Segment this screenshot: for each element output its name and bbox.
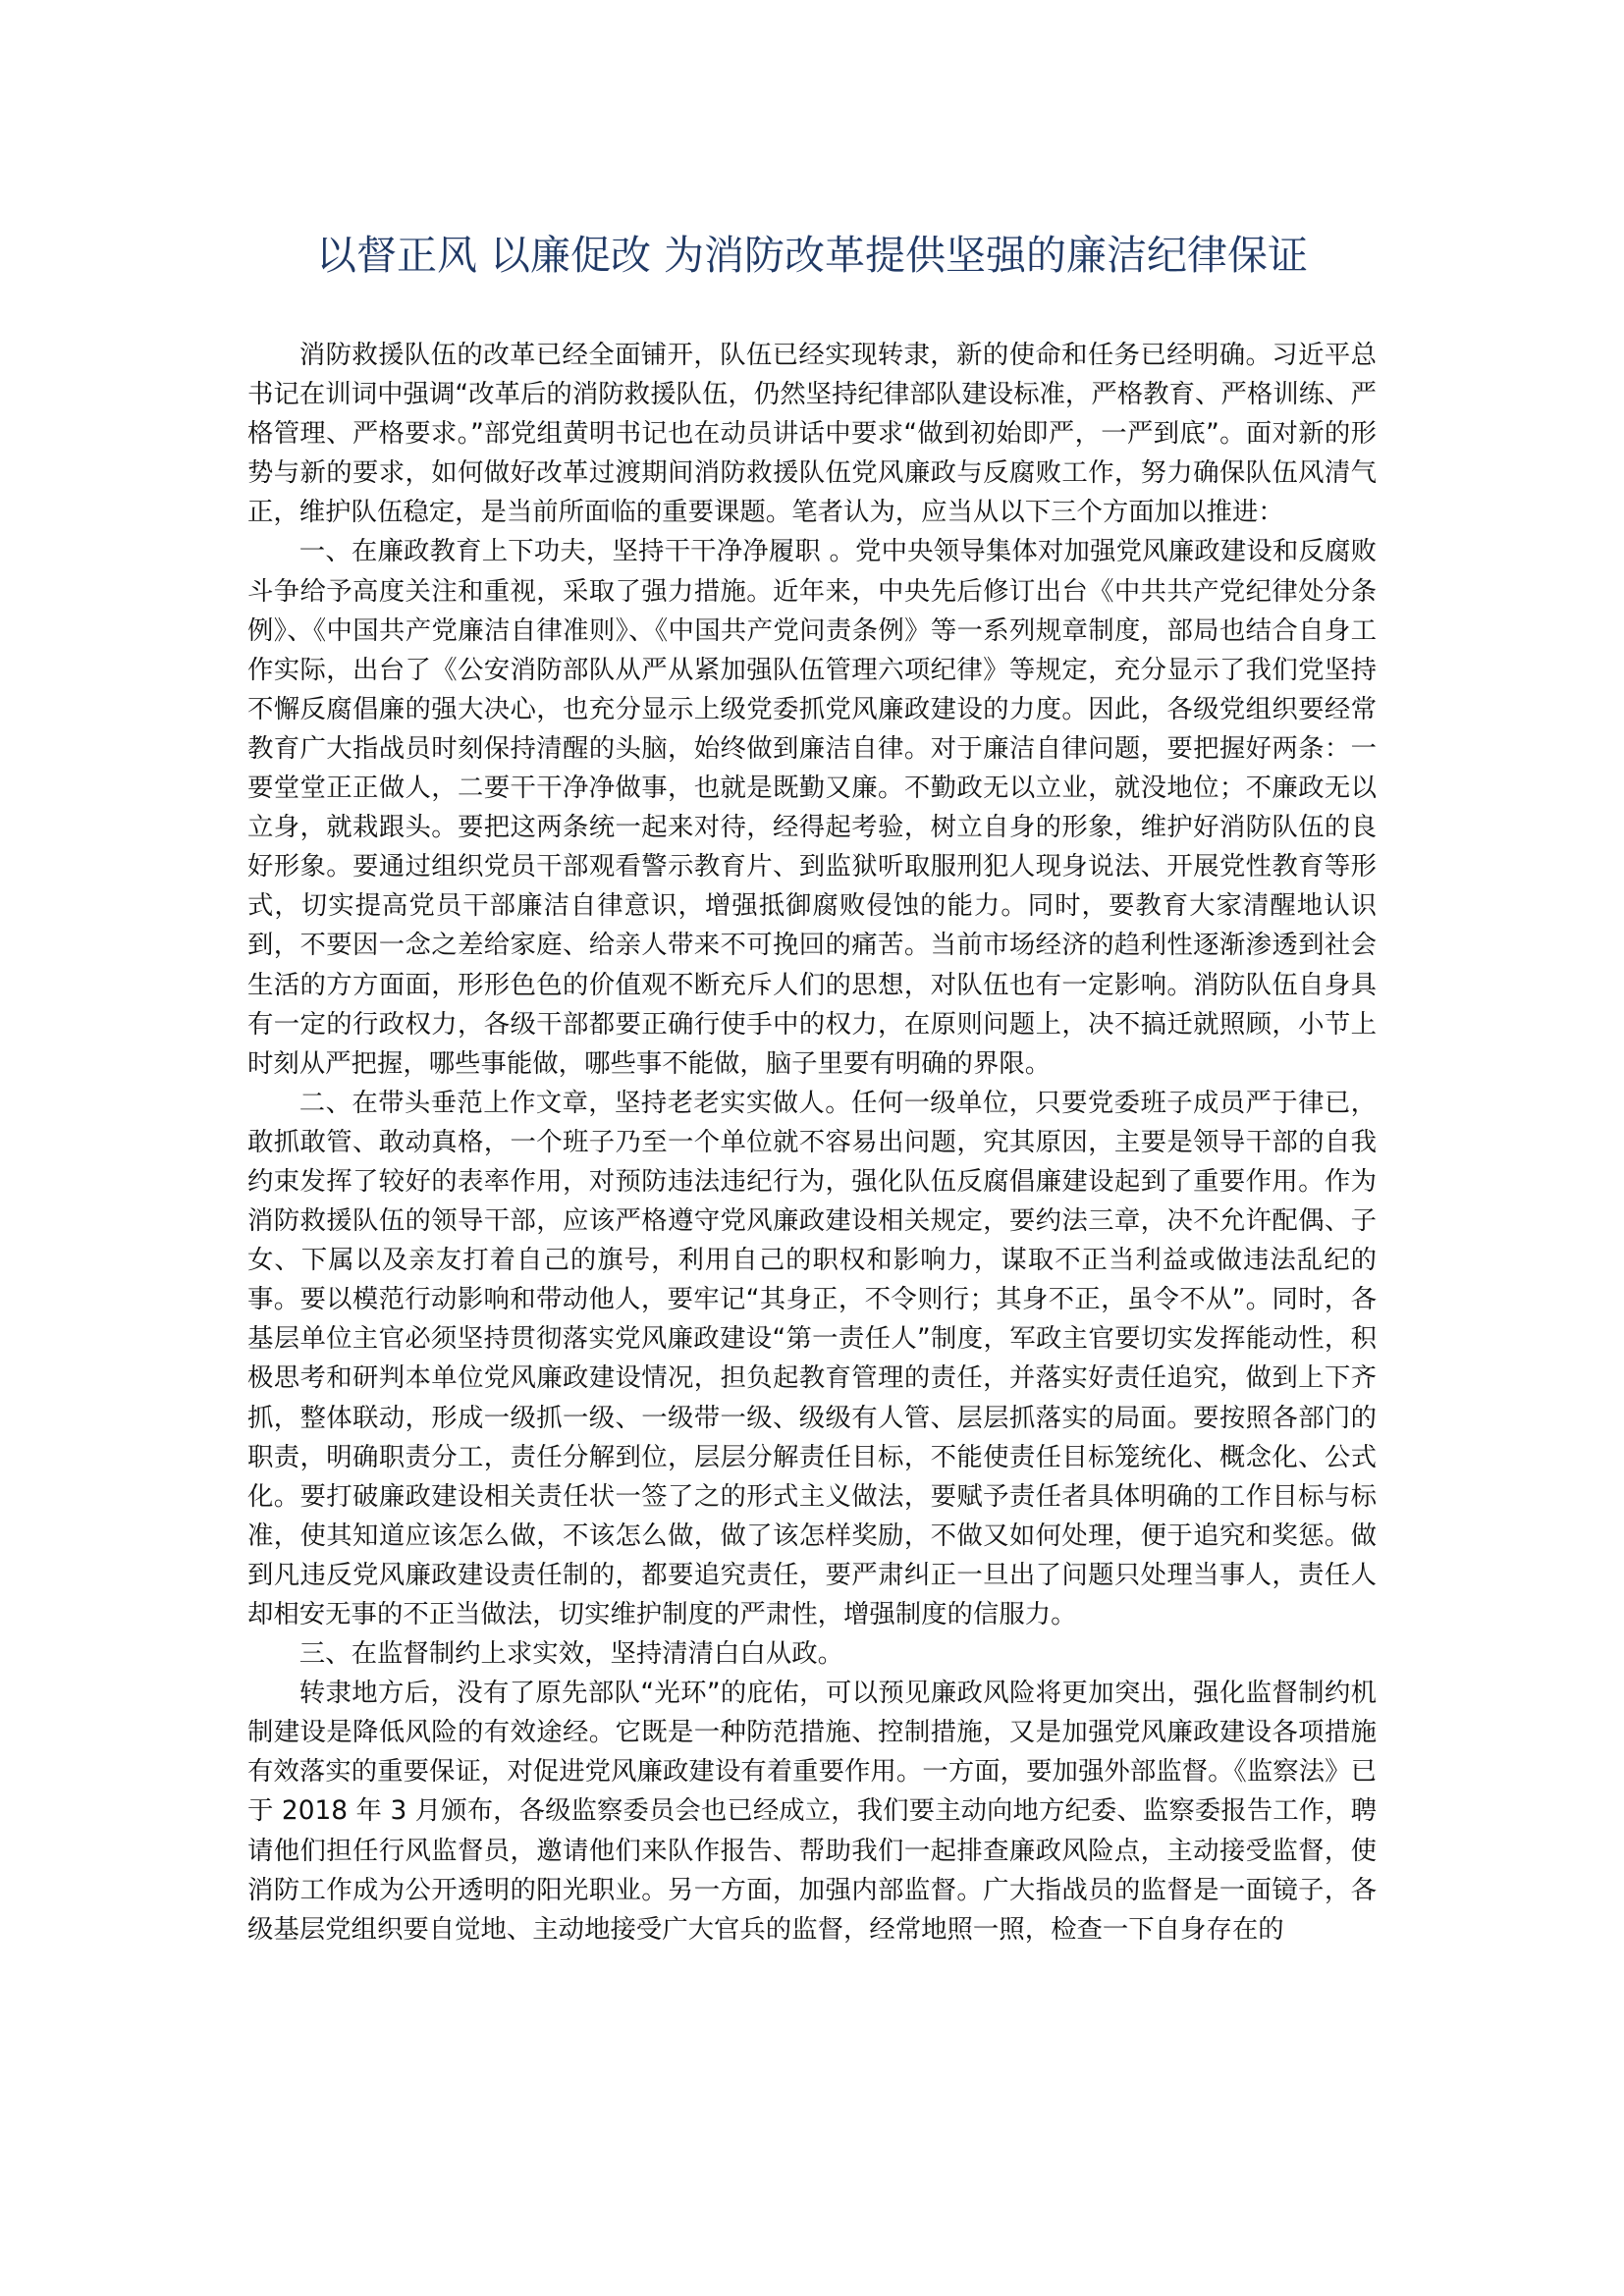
paragraph-intro: 消防救援队伍的改革已经全面铺开，队伍已经实现转隶，新的使命和任务已经明确。习近平总书记在训词中强调“改革后的消防救援队伍，仍然坚持纪律部队建设标准，严格教育、严格训练、严格管理、严格要求。”部党组黄明书记也在动员讲话中要求“做到初始即严，一严到底”。面对新的形势与新的要求，如何做好改革过渡期间消防救援队伍党风廉政与反腐败工作，努力确保队伍风清气正，维护队伍稳定，是当前所面临的重要课题。笔者认为，应当从以下三个方面加以推进： — [247, 340, 1377, 528]
paragraph-section-1: 一、在廉政教育上下功夫，坚持干干净净履职 。党中央领导集体对加强党风廉政建设和反腐败斗争给予高度关注和重视，采取了强力措施。近年来，中央先后修订出台《中共共产党纪律处分条例》、《中国共产党廉洁自律准则》、《中国共产党问责条例》等一系列规章制度，部局也结合自身工作实际，出台了《公安消防部队从严从紧加强队伍管理六项纪律》等规定，充分显示了我们党坚持不懈反腐倡廉的强大决心，也充分显示上级党委抓党风廉政建设的力度。因此，各级党组织要经常教育广大指战员时刻保持清醒的头脑，始终做到廉洁自律。对于廉洁自律问题，要把握好两条：一要堂堂正正做人，二要干干净净做事，也就是既勤又廉。不勤政无以立业，就没地位；不廉政无以立身，就栽跟头。要把这两条统一起来对待，经得起考验，树立自身的形象，维护好消防队伍的良好形象。要通过组织党员干部观看警示教育片、到监狱听取服刑犯人现身说法、开展党性教育等形式，切实提高党员干部廉洁自律意识，增强抵御腐败侵蚀的能力。同时，要教育大家清醒地认识到，不要因一念之差给家庭、给亲人带来不可挽回的痛苦。当前市场经济的趋利性逐渐渗透到社会生活的方方面面，形形色色的价值观不断充斥人们的思想，对队伍也有一定影响。消防队伍自身具有一定的行政权力，各级干部都要正确行使手中的权力，在原则问题上，决不搞迁就照顾，小节上时刻从严把握，哪些事能做，哪些事不能做，脑子里要有明确的界限。 — [247, 536, 1377, 1079]
paragraph-section-3-heading: 三、在监督制约上求实效，坚持清清白白从政。 — [298, 1638, 843, 1670]
document-body — [247, 336, 1377, 1949]
document-title: 以督正风 以廉促改 为消防改革提供坚强的廉洁纪律保证 — [315, 232, 1309, 279]
paragraph-section-2: 二、在带头垂范上作文章，坚持老老实实做人。任何一级单位，只要党委班子成员严于律已，敢抓敢管、敢动真格，一个班子乃至一个单位就不容易出问题，究其原因，主要是领导干部的自我约束发挥了较好的表率作用，对预防违法违纪行为，强化队伍反腐倡廉建设起到了重要作用。作为消防救援队伍的领导干部，应该严格遵守党风廉政建设相关规定，要约法三章，决不允许配偶、子女、下属以及亲友打着自己的旗号，利用自己的职权和影响力，谋取不正当利益或做违法乱纪的事。要以模范行动影响和带动他人，要牢记“其身正，不令则行；其身不正，虽令不从”。同时，各基层单位主官必须坚持贯彻落实党风廉政建设“第一责任人”制度，军政主官要切实发挥能动性，积极思考和研判本单位党风廉政建设情况，担负起教育管理的责任，并落实好责任追究，做到上下齐抓，整体联动，形成一级抓一级、一级带一级、级级有人管、层层抓落实的局面。要按照各部门的职责，明确职责分工，责任分解到位，层层分解责任目标，不能使责任目标笼统化、概念化、公式化。要打破廉政建设相关责任状一签了之的形式主义做法，要赋予责任者具体明确的工作目标与标准，使其知道应该怎么做，不该怎么做，做了该怎样奖励，不做又如何处理，便于追究和奖惩。做到凡违反党风廉政建设责任制的，都要追究责任，要严肃纠正一旦出了问题只处理当事人，责任人却相安无事的不正当做法，切实维护制度的严肃性，增强制度的信服力。 — [247, 1087, 1377, 1629]
paragraph-section-3-body: 转隶地方后，没有了原先部队“光环”的庇佑，可以预见廉政风险将更加突出，强化监督制约机制建设是降低风险的有效途经。它既是一种防范措施、控制措施，又是加强党风廉政建设各项措施有效落实的重要保证，对促进党风廉政建设有着重要作用。一方面，要加强外部监督。《监察法》已于 2018 年 3 月颁布，各级监察委员会也已经成立，我们要主动向地方纪委、监察委报告工作，聘请他们担任行风监督员，邀请他们来队作报告、帮助我们一起排查廉政风险点，主动接受监督，使消防工作成为公开透明的阳光职业。另一方面，加强内部监督。广大指战员的监督是一面镜子，各级基层党组织要自觉地、主动地接受广大官兵的监督，经常地照一照，检查一下自身存在的 — [247, 1678, 1377, 1945]
